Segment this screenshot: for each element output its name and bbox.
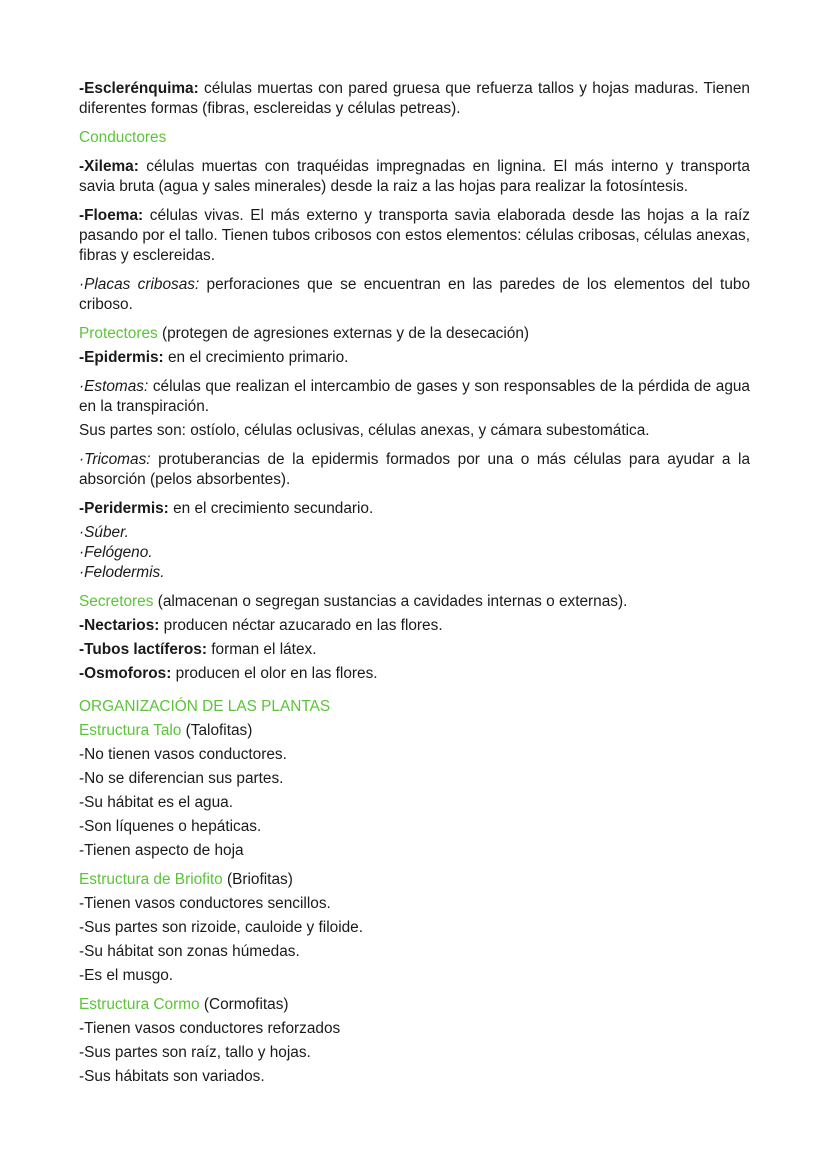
list-item: -Su hábitat son zonas húmedas. bbox=[79, 943, 300, 960]
heading-talo bbox=[79, 721, 750, 741]
term-epidermis: -Epidermis: bbox=[79, 349, 164, 366]
term-osmoforos: -Osmoforos: bbox=[79, 665, 172, 682]
list-item: -Sus partes son raíz, tallo y hojas. bbox=[79, 1044, 311, 1061]
paragraph-tricomas bbox=[79, 450, 750, 490]
term-placas-cribosas: ·Placas cribosas: bbox=[79, 276, 200, 293]
definition-floema: células vivas. El más externo y transporta savia elaborada desde las hojas a la raíz pasando por el tallo. Tienen tubos cribosos con estos elementos: células cribosas, células anexas, fibras y esclereidas. bbox=[79, 207, 750, 264]
paragraph-osmoforos bbox=[79, 664, 750, 684]
heading-protectores-note: (protegen de agresiones externas y de la desecación) bbox=[157, 325, 530, 342]
page-content bbox=[79, 79, 750, 1087]
heading-cormo-note: (Cormofitas) bbox=[199, 996, 289, 1013]
list-item: -Su hábitat es el agua. bbox=[79, 794, 234, 811]
heading-secretores-note: (almacenan o segregan sustancias a cavidades internas o externas). bbox=[153, 593, 628, 610]
paragraph-estomas-partes: Sus partes son: ostíolo, células oclusivas, células anexas, y cámara subestomática. bbox=[79, 422, 650, 439]
list-item: -Tienen aspecto de hoja bbox=[79, 842, 244, 859]
paragraph-tubos-lactiferos bbox=[79, 640, 750, 660]
list-item: -Es el musgo. bbox=[79, 967, 174, 984]
list-item: -Tienen vasos conductores reforzados bbox=[79, 1020, 341, 1037]
paragraph-nectarios bbox=[79, 616, 750, 636]
paragraph-floema bbox=[79, 206, 750, 266]
heading-cormo-label: Estructura Cormo bbox=[79, 996, 200, 1013]
paragraph-peridermis bbox=[79, 499, 750, 519]
paragraph-estomas bbox=[79, 377, 750, 417]
term-tubos-lactiferos: -Tubos lactíferos: bbox=[79, 641, 207, 658]
term-estomas: ·Estomas: bbox=[79, 378, 149, 395]
term-xilema: -Xilema: bbox=[79, 158, 139, 175]
paragraph-esclerenquima bbox=[79, 79, 750, 119]
term-esclerenquima: -Esclerénquima: bbox=[79, 80, 199, 97]
term-tricomas: ·Tricomas: bbox=[79, 451, 151, 468]
paragraph-xilema bbox=[79, 157, 750, 197]
definition-nectarios: producen néctar azucarado en las flores. bbox=[159, 617, 443, 634]
list-item: -No tienen vasos conductores. bbox=[79, 746, 287, 763]
list-item: -No se diferencian sus partes. bbox=[79, 770, 284, 787]
definition-tricomas: protuberancias de la epidermis formados por una o más células para ayudar a la absorción (pelos absorbentes). bbox=[79, 451, 750, 488]
list-item-felogeno: ·Felógeno. bbox=[79, 544, 153, 561]
heading-secretores bbox=[79, 592, 750, 612]
paragraph-epidermis bbox=[79, 348, 750, 368]
list-item-felodermis: ·Felodermis. bbox=[79, 564, 165, 581]
heading-secretores-label: Secretores bbox=[79, 593, 154, 610]
definition-xilema: células muertas con traquéidas impregnadas en lignina. El más interno y transporta savia bruta (agua y sales minerales) desde la raiz a las hojas para realizar la fotosíntesis. bbox=[79, 158, 750, 195]
paragraph-placas-cribosas bbox=[79, 275, 750, 315]
definition-osmoforos: producen el olor en las flores. bbox=[171, 665, 378, 682]
definition-tubos-lactiferos: forman el látex. bbox=[206, 641, 317, 658]
heading-briofito-label: Estructura de Briofito bbox=[79, 871, 223, 888]
term-floema: -Floema: bbox=[79, 207, 144, 224]
heading-talo-label: Estructura Talo bbox=[79, 722, 182, 739]
heading-cormo bbox=[79, 995, 750, 1015]
definition-peridermis: en el crecimiento secundario. bbox=[168, 500, 374, 517]
definition-esclerenquima: células muertas con pared gruesa que refuerza tallos y hojas maduras. Tienen diferentes formas (fibras, esclereidas y células petreas). bbox=[79, 80, 750, 117]
heading-briofito-note: (Briofitas) bbox=[222, 871, 293, 888]
heading-conductores: Conductores bbox=[79, 129, 167, 146]
list-item: -Tienen vasos conductores sencillos. bbox=[79, 895, 331, 912]
definition-placas-cribosas: perforaciones que se encuentran en las paredes de los elementos del tubo criboso. bbox=[79, 276, 751, 313]
definition-epidermis: en el crecimiento primario. bbox=[163, 349, 349, 366]
term-nectarios: -Nectarios: bbox=[79, 617, 160, 634]
list-item: -Sus hábitats son variados. bbox=[79, 1068, 265, 1085]
definition-estomas: células que realizan el intercambio de gases y son responsables de la pérdida de agua en la transpiración. bbox=[79, 378, 750, 415]
list-item: -Son líquenes o hepáticas. bbox=[79, 818, 262, 835]
list-item: -Sus partes son rizoide, cauloide y filoide. bbox=[79, 919, 364, 936]
heading-protectores bbox=[79, 324, 750, 344]
list-item-suber: ·Súber. bbox=[79, 524, 129, 541]
heading-briofito bbox=[79, 870, 750, 890]
heading-organizacion: ORGANIZACIÓN DE LAS PLANTAS bbox=[79, 698, 331, 715]
term-peridermis: -Peridermis: bbox=[79, 500, 169, 517]
heading-protectores-label: Protectores bbox=[79, 325, 158, 342]
heading-talo-note: (Talofitas) bbox=[181, 722, 253, 739]
